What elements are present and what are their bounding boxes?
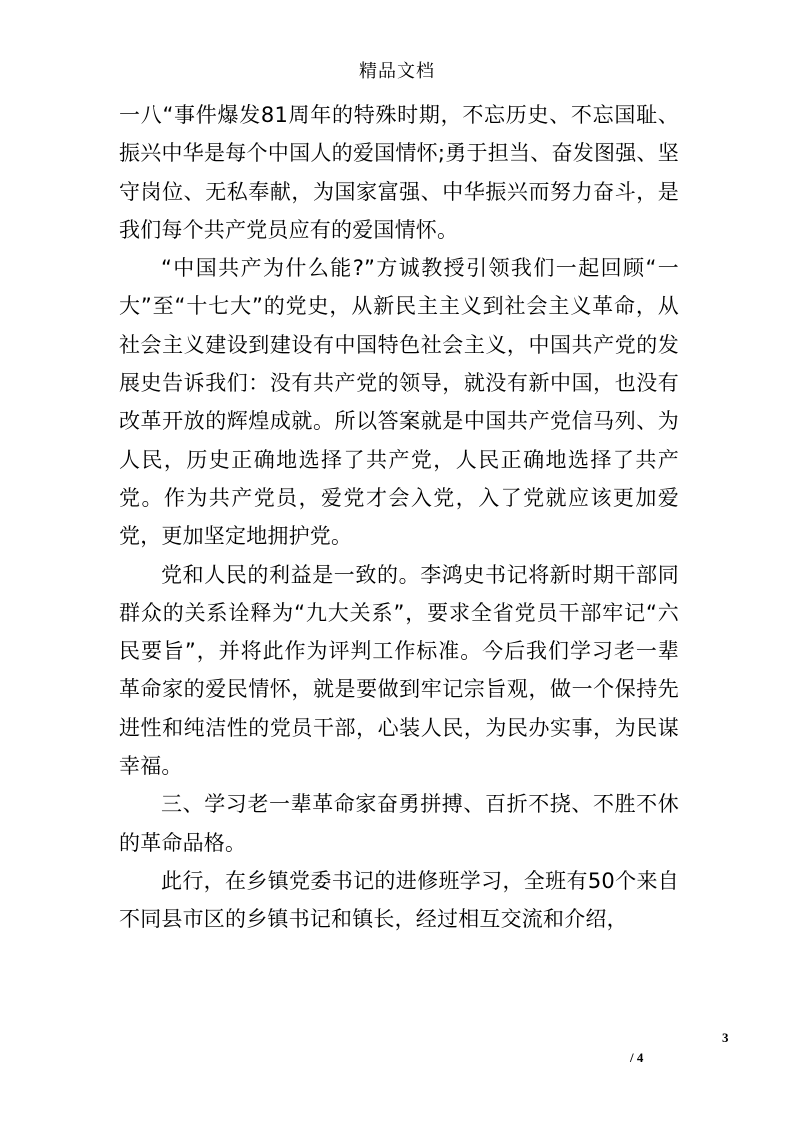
page-number: 3 [722, 1030, 729, 1045]
paragraph: 一八“事件爆发81周年的特殊时期，不忘历史、不忘国耻、振兴中华是每个中国人的爱国情怀;勇于担当、奋发图强、坚守岗位、无私奉献，为国家富强、中华振兴而努力奋斗，是我们每个共产党员应有的爱国情怀。 [119, 103, 679, 242]
document-header: 精品文档 [359, 61, 435, 82]
paragraph: 三、学习老一辈革命家奋勇拼搏、百折不挠、不胜不休的革命品格。 [119, 792, 679, 855]
page-total: / 4 [630, 1050, 644, 1065]
document-body [119, 96, 679, 939]
paragraph: 此行，在乡镇党委书记的进修班学习，全班有50个来自不同县市区的乡镇书记和镇长，经过相互交流和介绍， [119, 868, 679, 932]
paragraph: “中国共产为什么能?”方诚教授引领我们一起回顾“一大”至“十七大”的党史，从新民主主义到社会主义革命，从社会主义建设到建设有中国特色社会主义，中国共产党的发展史告诉我们：没有共产党的领导，就没有新中国，也没有改革开放的辉煌成就。所以答案就是中国共产党信马列、为人民，历史正确地选择了共产党，人民正确地选择了共产党。作为共产党员，爱党才会入党，入了党就应该更加爱党，更加坚定地拥护党。 [119, 256, 679, 549]
paragraph: 党和人民的利益是一致的。李鸿史书记将新时期干部同群众的关系诠释为“九大关系”，要求全省党员干部牢记“六民要旨”，并将此作为评判工作标准。今后我们学习老一辈革命家的爱民情怀，就是要做到牢记宗旨观，做一个保持先进性和纯洁性的党员干部，心装人民，为民办实事，为民谋幸福。 [119, 562, 679, 779]
